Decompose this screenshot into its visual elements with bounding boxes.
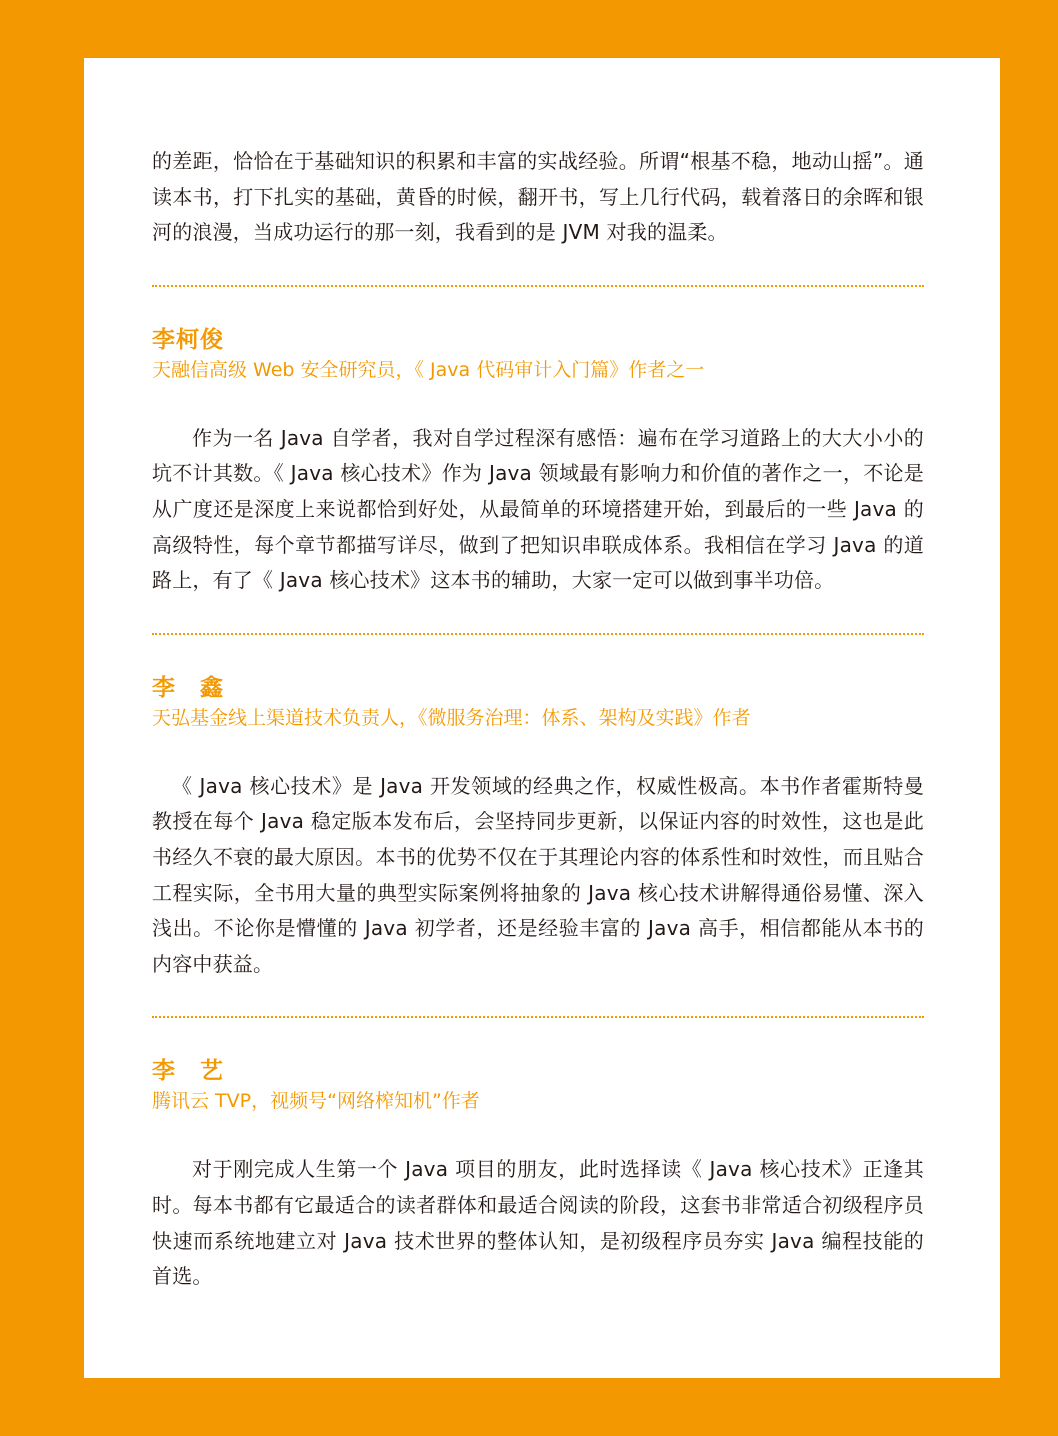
page-sheet bbox=[84, 58, 1000, 1378]
dotted-divider bbox=[152, 633, 924, 635]
dotted-divider bbox=[152, 285, 924, 287]
reviewer-name: 李柯俊 bbox=[152, 326, 224, 353]
review-text: 对于刚完成人生第一个 Java 项目的朋友，此时选择读《 Java 核心技术》正逢其时。每本书都有它最适合的读者群体和最适合阅读的阶段，这套书非常适合初级程序员快速而系统地建立对 Java 技术世界的整体认知，是初级程序员夯实 Java 编程技能的首选。 bbox=[152, 1157, 924, 1289]
reviewer-name: 李 鑫 bbox=[152, 674, 224, 701]
reviewer-title: 天弘基金线上渠道技术负责人，《微服务治理：体系、架构及实践》作者 bbox=[152, 706, 751, 729]
review-text: 作为一名 Java 自学者，我对自学过程深有感悟：遍布在学习道路上的大大小小的坑不计其数。《 Java 核心技术》作为 Java 领域最有影响力和价值的著作之一，不论是从广度还是深度上来说都恰到好处，从最简单的环境搭建开始，到最后的一些 Java 的高级特性，每个章节都描写详尽，做到了把知识串联成体系。我相信在学习 Java 的道路上，有了《 Java 核心技术》这本书的辅助，大家一定可以做到事半功倍。 bbox=[152, 425, 924, 593]
review-block bbox=[152, 325, 924, 599]
dotted-divider bbox=[152, 1016, 924, 1018]
intro-paragraph: 的差距，恰恰在于基础知识的积累和丰富的实战经验。所谓“根基不稳，地动山摇”。通读本书，打下扎实的基础，黄昏的时候，翻开书，写上几行代码，载着落日的余晖和银河的浪漫，当成功运行的那一刻，我看到的是 JVM 对我的温柔。 bbox=[152, 149, 924, 245]
page-content bbox=[152, 144, 924, 1295]
reviewer-title: 腾讯云 TVP，视频号“网络榨知机”作者 bbox=[152, 1090, 480, 1113]
review-block bbox=[152, 1056, 924, 1294]
review-text: 《 Java 核心技术》是 Java 开发领域的经典之作，权威性极高。本书作者霍斯特曼教授在每个 Java 稳定版本发布后，会坚持同步更新，以保证内容的时效性，这也是此书经久不衰的最大原因。本书的优势不仅在于其理论内容的体系性和时效性，而且贴合工程实际，全书用大量的典型实际案例将抽象的 Java 核心技术讲解得通俗易懂、深入浅出。不论你是懵懂的 Java 初学者，还是经验丰富的 Java 高手，相信都能从本书的内容中获益。 bbox=[152, 773, 924, 976]
reviewer-title: 天融信高级 Web 安全研究员，《 Java 代码审计入门篇》作者之一 bbox=[152, 358, 705, 381]
review-block bbox=[152, 673, 924, 983]
reviewer-name: 李 艺 bbox=[152, 1058, 224, 1085]
